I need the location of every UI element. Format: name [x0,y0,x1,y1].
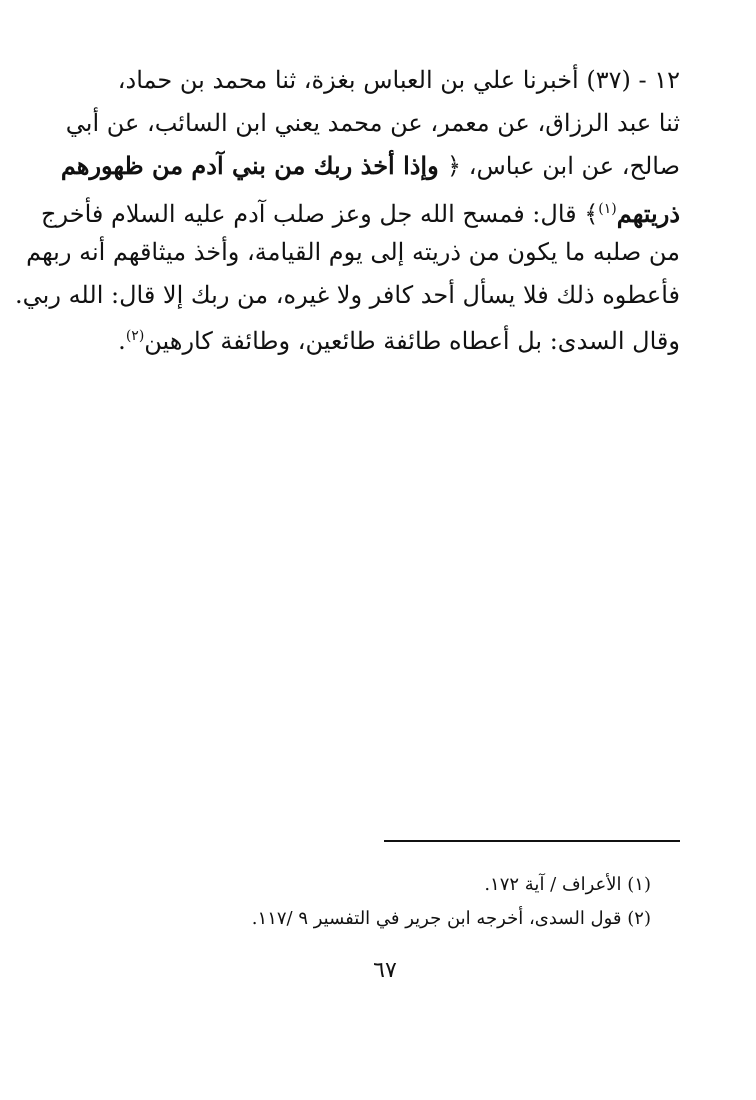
text-line-6 [15,275,680,315]
line-4-text: ﴾ قال: فمسح الله جل وعز صلب آدم عليه السلام فأخرج [41,200,599,228]
line-7-end: . [118,327,126,355]
text-line-1 [117,60,680,100]
text-line-2 [65,103,680,143]
line-3-text: صالح، عن ابن عباس، ﴿ [447,152,680,180]
page-number: ٦٧ [373,958,397,983]
footnote-separator [384,840,680,842]
quran-verse-part-1: وإذا أخذ ربك من بني آدم من ظهورهم [60,151,448,180]
footnote-2: (٢) قول السدى، أخرجه ابن جرير في التفسير ٩ /١١٧. [251,908,651,929]
text-line-7 [120,316,680,356]
line-7-text: وقال السدى: بل أعطاه طائفة طائعين، وطائفة كارهين [144,327,680,355]
line-2-text: ثنا عبد الرزاق، عن معمر، عن محمد يعني ابن السائب، عن أبي [65,109,680,137]
footnote-marker-1: (١) [598,201,617,217]
text-line-3 [60,146,680,186]
quran-verse-part-2: ذريتهم [616,199,680,228]
line-1-text: ١٢ - (٣٧) أخبرنا علي بن العباس بغزة، ثنا محمد بن حماد، [117,66,680,94]
footnote-marker-2: (٢) [125,328,145,344]
footnote-1: (١) الأعراف / آية ١٧٢. [484,874,651,895]
text-line-4 [41,189,680,229]
text-line-5 [26,232,680,272]
line-6-text: فأعطوه ذلك فلا يسأل أحد كافر ولا غيره، من ربك إلا قال: الله ربي. [15,281,680,309]
line-5-text: من صلبه ما يكون من ذريته إلى يوم القيامة، وأخذ ميثاقهم أنه ربهم [26,238,680,266]
